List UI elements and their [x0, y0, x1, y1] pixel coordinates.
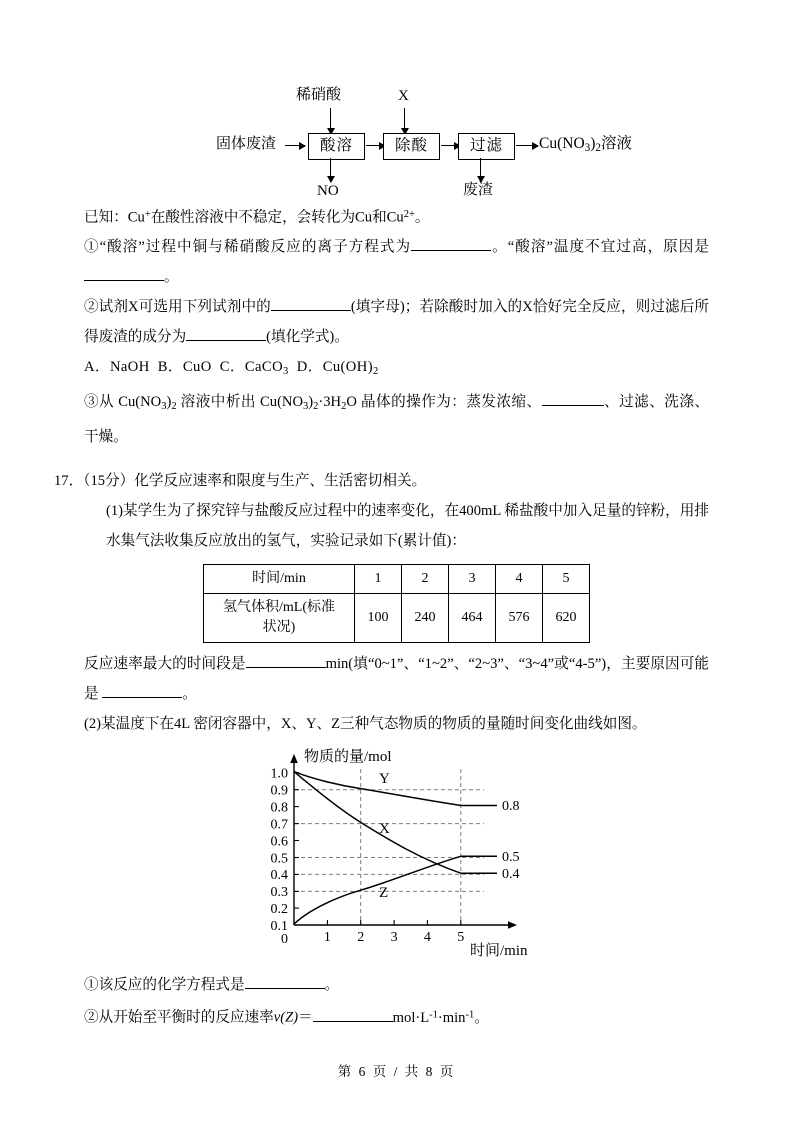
flow-output-copper-nitrate-solution [495, 135, 632, 155]
product-formula-sub2: 2 [595, 142, 601, 155]
chart-endlabel-X: 0.4 [501, 867, 519, 883]
chart-ytick-0.7: 0.7 [270, 817, 288, 833]
mole-vs-time-chart-wrap [84, 741, 709, 966]
arrow-down-to-no [330, 158, 331, 182]
hydrogen-volume-table-wrap [84, 564, 709, 643]
q17-item1-text-a: ①该反应的化学方程式是 [84, 977, 245, 994]
chart-ytick-0.4: 0.4 [270, 868, 288, 884]
q17-item2-text-a: ②从开始至平衡时的反应速率 [84, 1009, 274, 1026]
q16-item2-text-a: ②试剂X可选用下列试剂中的 [84, 299, 271, 316]
chart-ytick-1.0: 1.0 [270, 766, 288, 782]
flow-output-label-no: NO [317, 183, 339, 199]
arrow-down-to-waste-residue [480, 158, 481, 182]
chart-ylabel: 物质的量/mol [303, 749, 392, 766]
known-end: 。 [414, 209, 430, 226]
table-cell-time-3: 3 [449, 565, 496, 594]
q16-item3 [84, 387, 709, 452]
answer-blank-chemical-equation[interactable] [245, 988, 325, 989]
option-d-formula[interactable]: $Cu(OH)_2$ [322, 359, 379, 378]
table-cell-time-2: 2 [402, 565, 449, 594]
chart-curve-Z [294, 857, 497, 925]
arrow-down-to-acid-dissolve [330, 108, 331, 134]
chart-endlabel-Z: 0.5 [501, 850, 519, 866]
flow-output-label-waste-residue: 废渣 [463, 182, 494, 198]
chart-gridlines-vertical [360, 769, 460, 925]
mole-vs-time-chart [252, 741, 542, 966]
q17-rate-symbol: v(Z) [273, 1009, 299, 1026]
option-b-formula[interactable]: CuO [182, 359, 212, 376]
answer-blank-crystallization-step[interactable] [542, 405, 604, 406]
chart-xtick-1: 1 [323, 930, 331, 946]
option-c-letter: C． [219, 359, 245, 376]
chart-xlabel: 时间/min [469, 943, 528, 960]
q17-score: （15分） [83, 473, 135, 490]
chart-ytick-0.6: 0.6 [270, 834, 288, 850]
chart-ytick-0.9: 0.9 [270, 783, 288, 799]
arrow-right-solid-waste [285, 145, 305, 146]
product-formula-sub1: 3 [584, 142, 591, 155]
hydrogen-volume-table [203, 564, 590, 643]
chart-y-axis [290, 754, 298, 925]
flow-input-label-dilute-nitric-acid: 稀硝酸 [296, 87, 342, 103]
flow-input-label-solid-waste: 固体废渣 [216, 136, 277, 152]
chart-xtick-5: 5 [456, 930, 464, 946]
option-a-formula[interactable]: NaOH [109, 359, 150, 376]
chart-ytick-0.5: 0.5 [270, 851, 288, 867]
flow-stage-acid-dissolve: 酸溶 [308, 133, 365, 160]
product-formula-suffix: 溶液 [600, 135, 632, 152]
table-cell-time-1: 1 [355, 565, 402, 594]
known-condition-line [84, 200, 709, 232]
chart-endlabel-Y: 0.8 [501, 799, 519, 815]
table-cell-time-5: 5 [543, 565, 590, 594]
q16-item3-text-a: ③从 $Cu(NO_3)_2$ 溶液中析出 $Cu(NO_3)_2\cdot 3H_2O$ 晶体的操作为：蒸发浓缩、 [84, 394, 542, 413]
answer-blank-main-reason[interactable] [102, 697, 182, 698]
q16-item1-text-b: 。“酸溶”温度不宜过高，原因是 [491, 239, 709, 256]
option-c-formula[interactable]: CaCO$_3$ [244, 359, 289, 378]
q16-item2-text-b: (填字母)；若除酸时加入的X恰好完全反应，则过滤后所得废渣的成分为 [84, 299, 710, 346]
answer-blank-reagent-letter[interactable] [271, 310, 351, 311]
chart-ytick-0.1: 0.1 [270, 919, 288, 935]
table-cell-volume-4: 576 [496, 594, 543, 643]
known-middle: 在酸性溶液中不稳定，会转化为Cu和Cu [150, 209, 404, 226]
page-footer: 第 6 页 / 共 8 页 [337, 1064, 456, 1079]
chart-xtick-4: 4 [423, 930, 431, 946]
option-b-letter: B． [157, 359, 183, 376]
q16-item1-text-a: ①“酸溶”过程中铜与稀硝酸反应的离子方程式为 [84, 239, 412, 256]
flow-stage-acid-removal: 除酸 [383, 133, 440, 160]
q17-rate-text-c: 。 [182, 686, 197, 703]
flow-stage-filtration: 过滤 [458, 133, 515, 160]
q17-part1-text: (1)某学生为了探究锌与盐酸反应过程中的速率变化，在400mL 稀盐酸中加入足量的锌粉，用排水集气法收集反应放出的氢气，实验记录如下(累计值)： [106, 503, 709, 550]
q17-item2-equals: ＝ [298, 1009, 313, 1026]
chart-xtick-3: 3 [390, 930, 398, 946]
process-flow-diagram [84, 0, 709, 200]
q17-stem-line [54, 466, 709, 496]
arrow-down-to-acid-removal [404, 108, 405, 134]
q16-options-line [84, 352, 709, 387]
table-row-volume [204, 594, 590, 643]
chart-series-label-Y: Y [378, 771, 390, 788]
table-cell-volume-5: 620 [543, 594, 590, 643]
answer-blank-temperature-reason[interactable] [84, 280, 164, 281]
chart-xtick-2: 2 [356, 930, 364, 946]
q17-item2-text-b: $mol\cdot L^{-1}\cdot\min^{-1}$。 [392, 1009, 489, 1026]
table-row-time [204, 565, 590, 594]
q17-item2 [84, 1000, 709, 1032]
chart-ytick-0.3: 0.3 [270, 885, 288, 901]
table-cell-volume-3: 464 [449, 594, 496, 643]
table-cell-volume-2: 240 [402, 594, 449, 643]
table-header-time: 时间/min [204, 565, 355, 594]
q17-item1-text-b: 。 [324, 977, 340, 994]
table-header-volume-line1: 氢气体积/mL(标准 [223, 600, 335, 616]
q16-item1 [84, 232, 709, 292]
q16-item2-text-c: (填化学式)。 [266, 329, 349, 346]
answer-blank-rate-value[interactable] [313, 1021, 393, 1022]
page-content [54, 0, 710, 1033]
q16-item3-text-b: 、过滤、洗涤、干燥。 [84, 394, 709, 446]
question-17 [54, 466, 709, 1032]
answer-blank-max-rate-interval[interactable] [246, 667, 326, 668]
q17-stem: 化学反应速率和限度与生产、生活密切相关。 [134, 473, 427, 490]
cu-2plus-superscript: 2+ [403, 209, 415, 220]
option-d-letter: D． [296, 359, 323, 376]
table-cell-volume-1: 100 [355, 594, 402, 643]
chart-series-label-Z: Z [378, 885, 388, 902]
product-formula-mid: ) [590, 135, 596, 152]
chart-curve-Y [294, 772, 497, 806]
chart-y-ticks [294, 773, 299, 908]
answer-blank-ionic-equation[interactable] [411, 250, 491, 251]
cu-plus-superscript: + [144, 209, 151, 220]
q17-number: 17． [54, 473, 84, 490]
known-prefix: 已知：Cu [84, 209, 145, 226]
chart-ytick-0.8: 0.8 [270, 800, 288, 816]
table-header-volume-line2: 状况) [262, 620, 296, 636]
option-a-letter: A． [84, 359, 110, 376]
table-cell-time-4: 4 [496, 565, 543, 594]
q17-item1 [84, 970, 709, 1000]
q17-rate-question [84, 649, 709, 709]
chart-origin-label: 0 [280, 932, 288, 948]
answer-blank-residue-formula[interactable] [186, 340, 266, 341]
q16-item2 [84, 292, 709, 352]
table-header-hydrogen-volume [204, 594, 355, 643]
flow-input-label-x: X [398, 88, 409, 104]
product-formula-prefix: Cu(NO [539, 135, 585, 152]
q17-rate-text-a: 反应速率最大的时间段是 [84, 656, 246, 673]
chart-ytick-0.2: 0.2 [270, 902, 288, 918]
chart-series-label-X: X [378, 821, 390, 838]
q16-item1-text-c: 。 [164, 269, 179, 286]
chart-x-ticks [327, 920, 460, 925]
q17-part2-text: (2)某温度下在4L 密闭容器中，X、Y、Z三种气态物质的物质的量随时间变化曲线如图。 [84, 716, 647, 733]
q17-rate-text-b: min(填“0~1”、“1~2”、“2~3”、“3~4”或“4-5”)，主要原因可能是 [84, 656, 709, 703]
